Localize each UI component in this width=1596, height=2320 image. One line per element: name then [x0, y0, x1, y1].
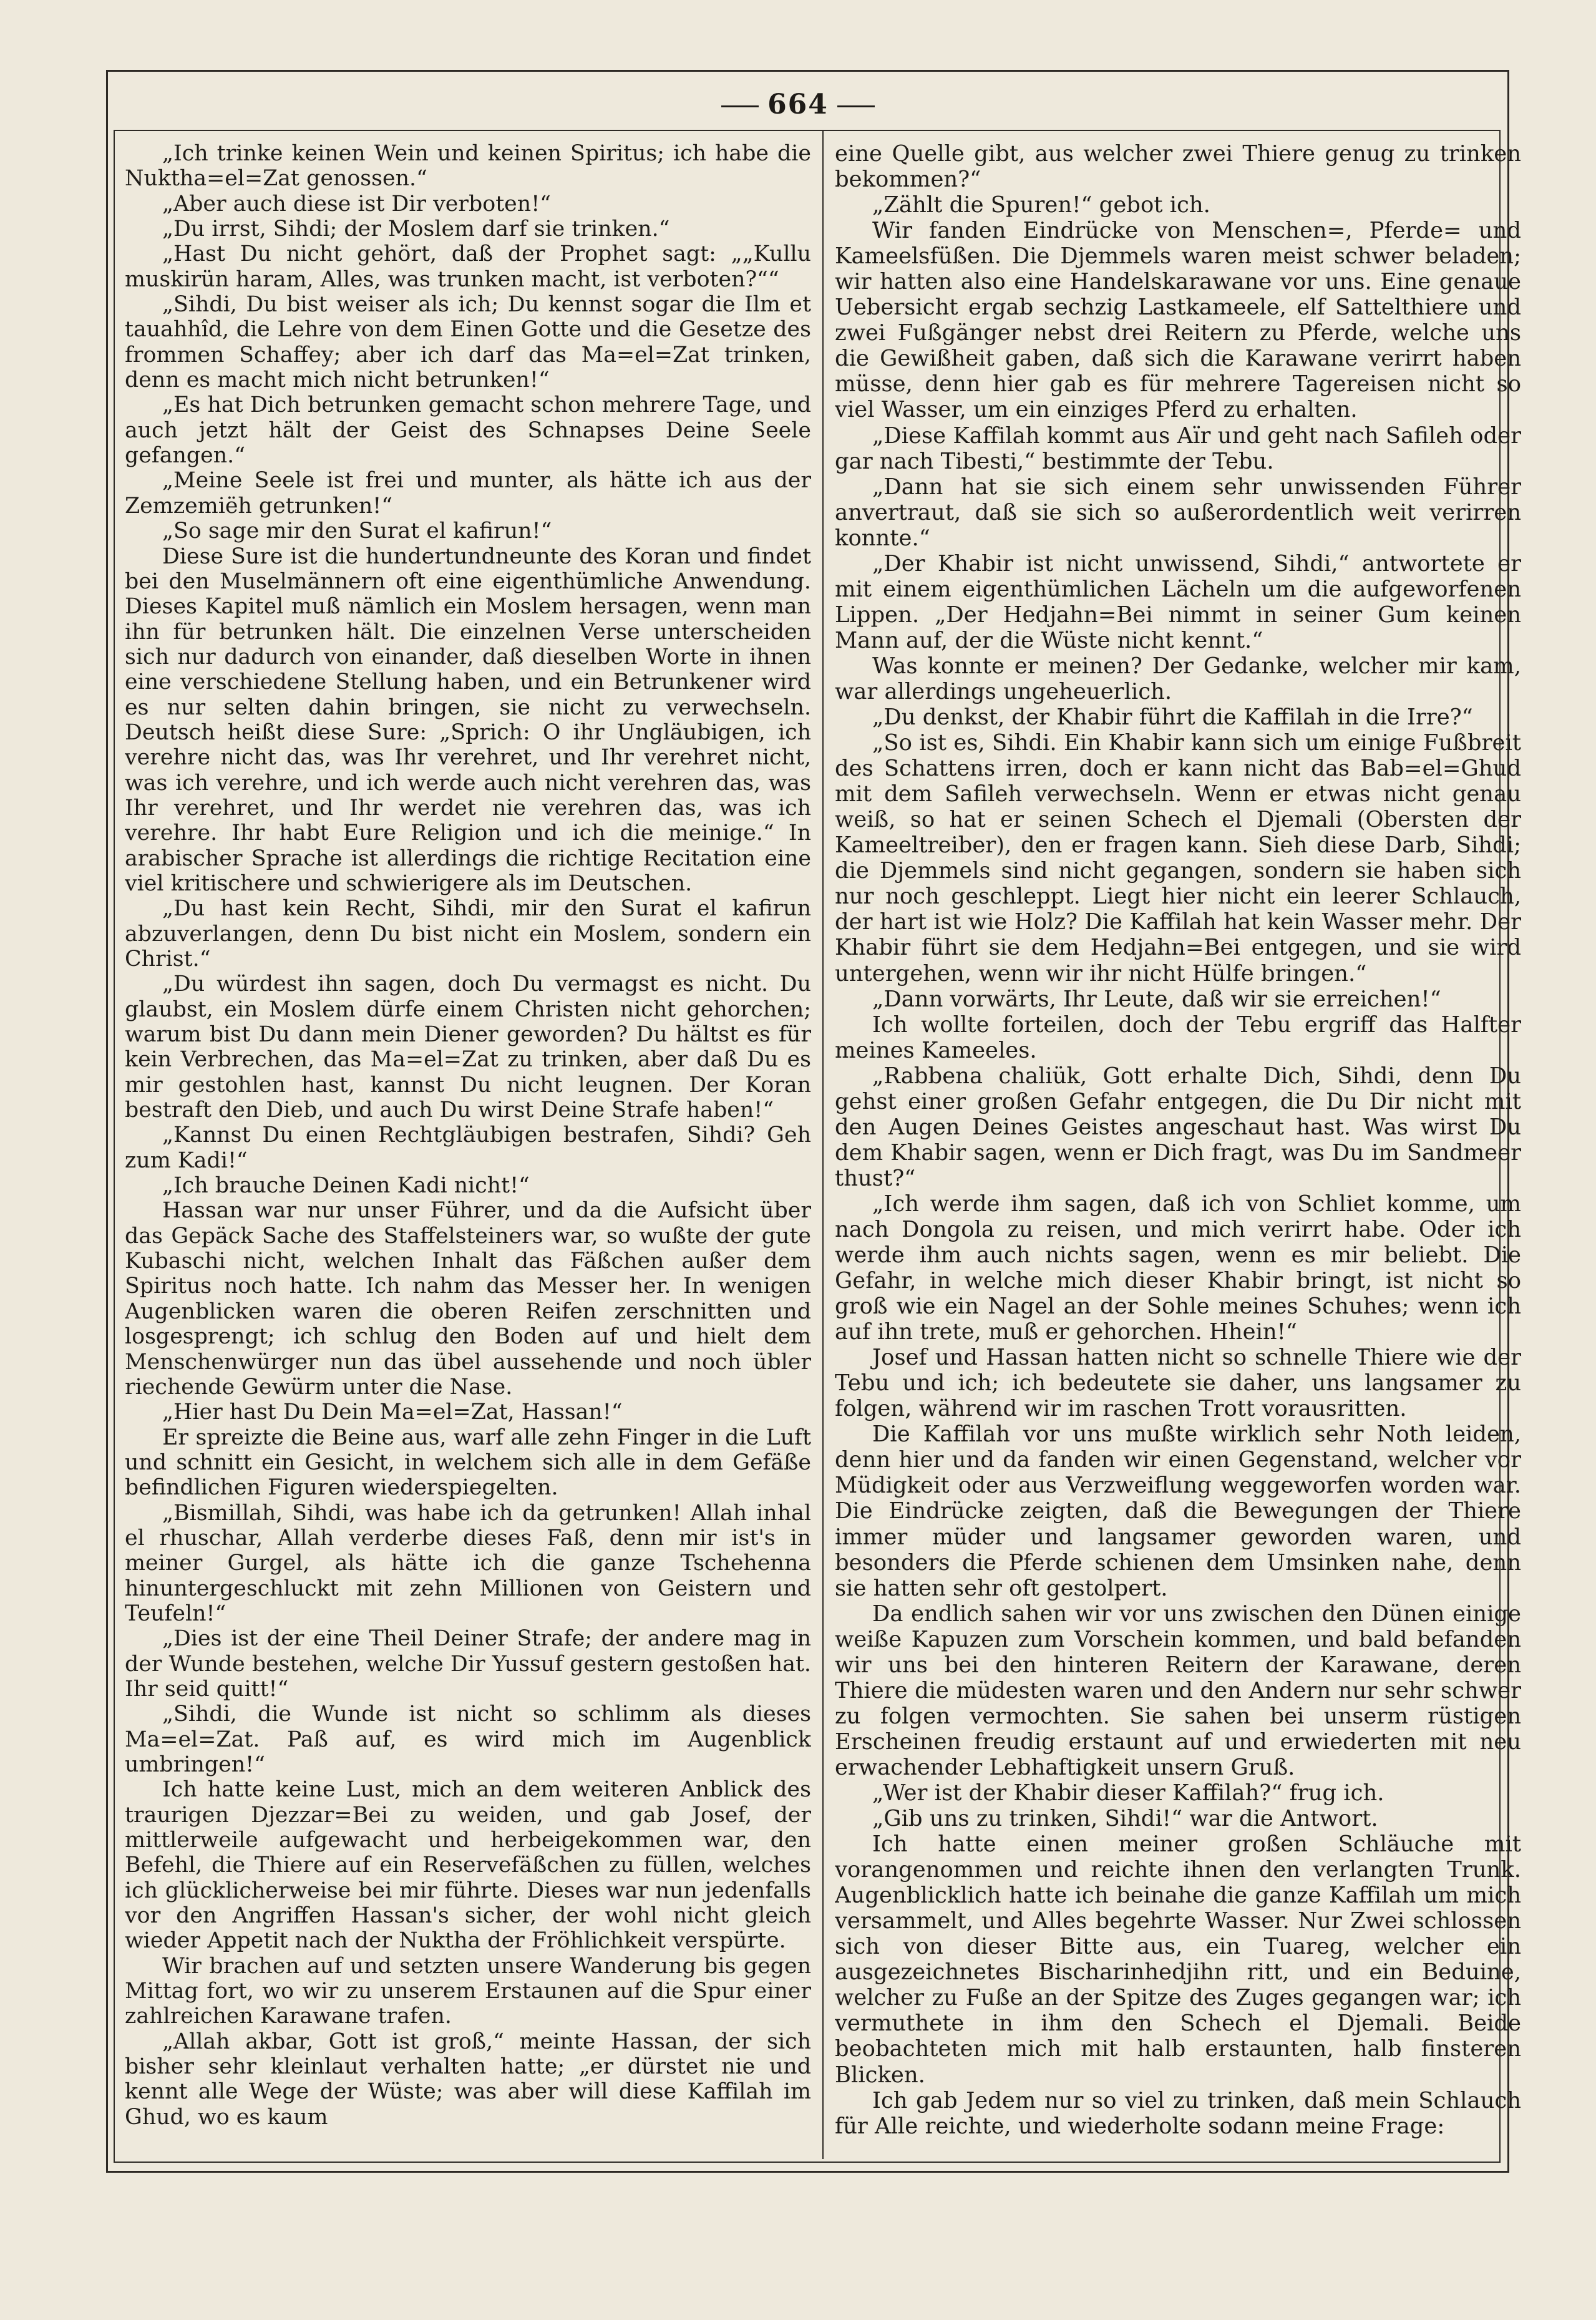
paragraph: Er spreizte die Beine aus, warf alle zehn Finger in die Luft und schnitt ein Gesicht, in welchem sich alle in dem Gefäße befindlichen Figuren wiederspiegelten. [125, 1425, 811, 1501]
paragraph: Wir brachen auf und setzten unsere Wanderung bis gegen Mittag fort, wo wir zu unserem Erstaunen auf die Spur einer zahlreichen Karawane trafen. [125, 1953, 811, 2029]
paragraph: „Meine Seele ist frei und munter, als hätte ich aus der Zemzemiëh getrunken!“ [125, 468, 811, 519]
paragraph: Ich wollte forteilen, doch der Tebu ergriff das Halfter meines Kameeles. [835, 1011, 1521, 1063]
paragraph: „Der Khabir ist nicht unwissend, Sihdi,“ antwortete er mit einem eigenthümlichen Lächeln um die aufgeworfenen Lippen. „Der Hedjahn=Bei nimmt in seiner Gum keinen Mann auf, der die Wüste nicht kennt.“ [835, 550, 1521, 653]
paragraph: Ich gab Jedem nur so viel zu trinken, daß mein Schlauch für Alle reichte, und wiederholte sodann meine Frage: [835, 2087, 1521, 2139]
paragraph: „Dann vorwärts, Ihr Leute, daß wir sie erreichen!“ [872, 986, 1441, 1012]
paragraph: „Du würdest ihn sagen, doch Du vermagst es nicht. Du glaubst, ein Moslem dürfe einem Christen nicht gehorchen; warum bist Du dann mein Diener geworden? Du hältst es für kein Verbrechen, das Ma=el=Zat zu trinken, aber daß Du es mir gestohlen hast, kannst Du nicht leugnen. Der Koran bestraft den Dieb, und auch Du wirst Deine Strafe haben!“ [125, 972, 811, 1123]
paragraph: „Du denkst, der Khabir führt die Kaffilah in die Irre?“ [872, 704, 1473, 731]
paragraph: Ich hatte keine Lust, mich an dem weiteren Anblick des traurigen Djezzar=Bei zu weiden, und gab Josef, der mittlerweile aufgewacht und herbeigekommen war, den Befehl, die Thiere auf ein Reservefäßchen zu füllen, welches ich glücklicherweise bei mir führte. Dieses war nun jedenfalls vor den Angriffen Hassan's sicher, der wohl nicht gleich wieder Appetit nach der Nuktha der Fröhlichkeit verspürte. [125, 1777, 811, 1954]
paragraph: Was konnte er meinen? Der Gedanke, welcher mir kam, war allerdings ungeheuerlich. [835, 653, 1521, 704]
paragraph: „Kannst Du einen Rechtgläubigen bestrafen, Sihdi? Geh zum Kadi!“ [125, 1123, 811, 1173]
paragraph: „Du hast kein Recht, Sihdi, mir den Surat el kafirun abzuverlangen, denn Du bist nicht ein Moslem, sondern ein Christ.“ [125, 896, 811, 972]
left-column [125, 141, 811, 2150]
paragraph: eine Quelle gibt, aus welcher zwei Thiere genug zu trinken bekommen?“ [835, 141, 1521, 193]
paragraph: „Ich brauche Deinen Kadi nicht!“ [162, 1173, 530, 1199]
paragraph: Da endlich sahen wir vor uns zwischen den Dünen einige weiße Kapuzen zum Vorschein kommen, und bald befanden wir uns bei den hinteren Reitern der Karawane, deren Thiere die müdesten waren und den Andern nur sehr schwer zu folgen vermochten. Sie sahen bei unserm rüstigen Erscheinen freudig erstaunt auf und erwiederten mit neu erwachender Lebhaftigkeit unsern Gruß. [835, 1601, 1521, 1780]
paragraph: „Rabbena chaliük, Gott erhalte Dich, Sihdi, denn Du gehst einer großen Gefahr entgegen, die Du Dir nicht mit den Augen Deines Geistes angeschaut hast. Was wirst Du dem Khabir sagen, wenn er Dich fragt, was Du im Sandmeer thust?“ [835, 1063, 1521, 1191]
paragraph: „Diese Kaffilah kommt aus Aïr und geht nach Safileh oder gar nach Tibesti,“ bestimmte der Tebu. [835, 422, 1521, 474]
paragraph: Diese Sure ist die hundertundneunte des Koran und findet bei den Muselmännern oft eine eigenthümliche Anwendung. Dieses Kapitel muß nämlich ein Moslem hersagen, wenn man ihn für betrunken hält. Die einzelnen Verse unterscheiden sich nur dadurch von einander, daß dieselben Worte in ihnen eine verschiedene Stellung haben, und ein Betrunkener wird es nur selten dahin bringen, sie nicht zu verwechseln. Deutsch heißt diese Sure: „Sprich: O ihr Ungläubigen, ich verehre nicht das, was Ihr verehret, und Ihr verehret nicht, was ich verehre, und ich werde auch nicht verehren das, was Ihr verehret, und Ihr werdet nie verehren das, was ich verehre. Ihr habt Eure Religion und ich die meinige.“ In arabischer Sprache ist allerdings die richtige Recitation eine viel kritischere und schwierigere als im Deutschen. [125, 543, 811, 896]
paragraph: Hassan war nur unser Führer, und da die Aufsicht über das Gepäck Sache des Staffelsteiners war, so wußte der gute Kubaschi nicht, welchen Inhalt das Fäßchen außer dem Spiritus noch hatte. Ich nahm das Messer her. In wenigen Augenblicken waren die oberen Reifen zerschnitten und losgesprengt; ich schlug den Boden auf und hielt dem Menschenwürger nun das übel aussehende und noch übler riechende Gewürm unter die Nase. [125, 1198, 811, 1400]
paragraph: „So ist es, Sihdi. Ein Khabir kann sich um einige Fußbreit des Schattens irren, doch er kann nicht das Bab=el=Ghud mit dem Safileh verwechseln. Wenn er etwas nicht genau weiß, so hat er seinen Schech el Djemali (Obersten der Kameeltreiber), den er fragen kann. Sieh diese Darb, Sihdi; die Djemmels sind nicht gegangen, sondern sie haben sich nur noch geschleppt. Liegt hier nicht ein leerer Schlauch, der hart ist wie Holz? Die Kaffilah hat kein Wasser mehr. Der Khabir führt sie dem Hedjahn=Bei entgegen, und sie wird untergehen, wenn wir ihr nicht Hülfe bringen.“ [835, 730, 1521, 987]
paragraph: „Du irrst, Sihdi; der Moslem darf sie trinken.“ [162, 217, 670, 242]
paragraph: „Allah akbar, Gott ist groß,“ meinte Hassan, der sich bisher sehr kleinlaut verhalten hatte; „er dürstet nie und kennt alle Wege der Wüste; was aber will diese Kaffilah im Ghud, wo es kaum [125, 2029, 811, 2130]
paragraph: „Es hat Dich betrunken gemacht schon mehrere Tage, und auch jetzt hält der Geist des Schnapses Deine Seele gefangen.“ [125, 392, 811, 469]
right-column [835, 141, 1521, 2150]
paragraph: „Hast Du nicht gehört, daß der Prophet sagt: „„Kullu muskirün haram, Alles, was trunken macht, ist verboten?““ [125, 241, 811, 292]
paragraph: „Dies ist der eine Theil Deiner Strafe; der andere mag in der Wunde bestehen, welche Dir Yussuf gestern gestoßen hat. Ihr seid quitt!“ [125, 1626, 811, 1702]
paragraph: „Gib uns zu trinken, Sihdi!“ war die Antwort. [872, 1806, 1378, 1832]
paragraph: „Ich trinke keinen Wein und keinen Spiritus; ich habe die Nuktha=el=Zat genossen.“ [125, 141, 811, 192]
paragraph: Die Kaffilah vor uns mußte wirklich sehr Noth leiden, denn hier und da fanden wir einen Gegenstand, welcher vor Müdigkeit oder aus Verzweiflung weggeworfen worden war. Die Eindrücke zeigten, daß die Bewegungen der Thiere immer müder und langsamer geworden waren, und besonders die Pferde schienen dem Umsinken nahe, denn sie hatten sehr oft gestolpert. [835, 1421, 1521, 1601]
page-number-text: 664 [767, 89, 829, 120]
paragraph: Wir fanden Eindrücke von Menschen=, Pferde= und Kameelsfüßen. Die Djemmels waren meist schwer beladen; wir hatten also eine Handelskarawane vor uns. Eine genaue Uebersicht ergab sechzig Lastkameele, elf Sattelthiere und zwei Fußgänger nebst drei Reitern zu Pferde, welche uns die Gewißheit gaben, daß sich die Karawane verirrt haben müsse, denn hier gab es für mehrere Tagereisen nicht so viel Wasser, um ein einziges Pferd zu erhalten. [835, 218, 1521, 423]
paragraph: „So sage mir den Surat el kafirun!“ [162, 519, 552, 544]
paragraph: Josef und Hassan hatten nicht so schnelle Thiere wie der Tebu und ich; ich bedeutete sie daher, uns langsamer zu folgen, während wir im raschen Trott vorausritten. [835, 1345, 1521, 1422]
column-rule [822, 131, 824, 2159]
paragraph: „Zählt die Spuren!“ gebot ich. [872, 192, 1210, 218]
paragraph: „Bismillah, Sihdi, was habe ich da getrunken! Allah inhal el rhuschar, Allah verderbe dieses Faß, denn mir ist's in meiner Gurgel, als hätte ich die ganze Tschehenna hinuntergeschluckt mit zehn Millionen von Geistern und Teufeln!“ [125, 1500, 811, 1626]
paragraph: „Sihdi, die Wunde ist nicht so schlimm als dieses Ma=el=Zat. Paß auf, es wird mich im Augenblick umbringen!“ [125, 1702, 811, 1777]
paragraph: „Dann hat sie sich einem sehr unwissenden Führer anvertraut, daß sie sich so außerordentlich weit verirren konnte.“ [835, 474, 1521, 551]
paragraph: „Hier hast Du Dein Ma=el=Zat, Hassan!“ [162, 1400, 623, 1425]
paragraph: „Wer ist der Khabir dieser Kaffilah?“ frug ich. [872, 1780, 1384, 1806]
paragraph: „Sihdi, Du bist weiser als ich; Du kennst sogar die Ilm et tauahhîd, die Lehre von dem Einen Gotte und die Gesetze des frommen Schaffey; aber ich darf das Ma=el=Zat trinken, denn es macht mich nicht betrunken!“ [125, 292, 811, 393]
paragraph: „Aber auch diese ist Dir verboten!“ [162, 191, 551, 217]
paragraph: „Ich werde ihm sagen, daß ich von Schliet komme, um nach Dongola zu reisen, und mich verirrt habe. Oder ich werde ihm auch nichts sagen, wenn es mir beliebt. Die Gefahr, in welche mich dieser Khabir bringt, ist nicht so groß wie ein Nagel an der Sohle meines Schuhes; wenn ich auf ihn trete, muß er gehorchen. Hhein!“ [835, 1191, 1521, 1345]
paragraph: Ich hatte einen meiner großen Schläuche mit vorangenommen und reichte ihnen den verlangten Trunk. Augenblicklich hatte ich beinahe die ganze Kaffilah um mich versammelt, und Alles begehrte Wasser. Nur Zwei schlossen sich von dieser Bitte aus, ein Tuareg, welcher ein ausgezeichnetes Bischarinhedjihn ritt, und ein Beduine, welcher zu Fuße an der Spitze des Zuges gegangen war; ich vermuthete in ihm den Schech el Djemali. Beide beobachteten mich mit halb erstaunten, halb finsteren Blicken. [835, 1831, 1521, 2088]
